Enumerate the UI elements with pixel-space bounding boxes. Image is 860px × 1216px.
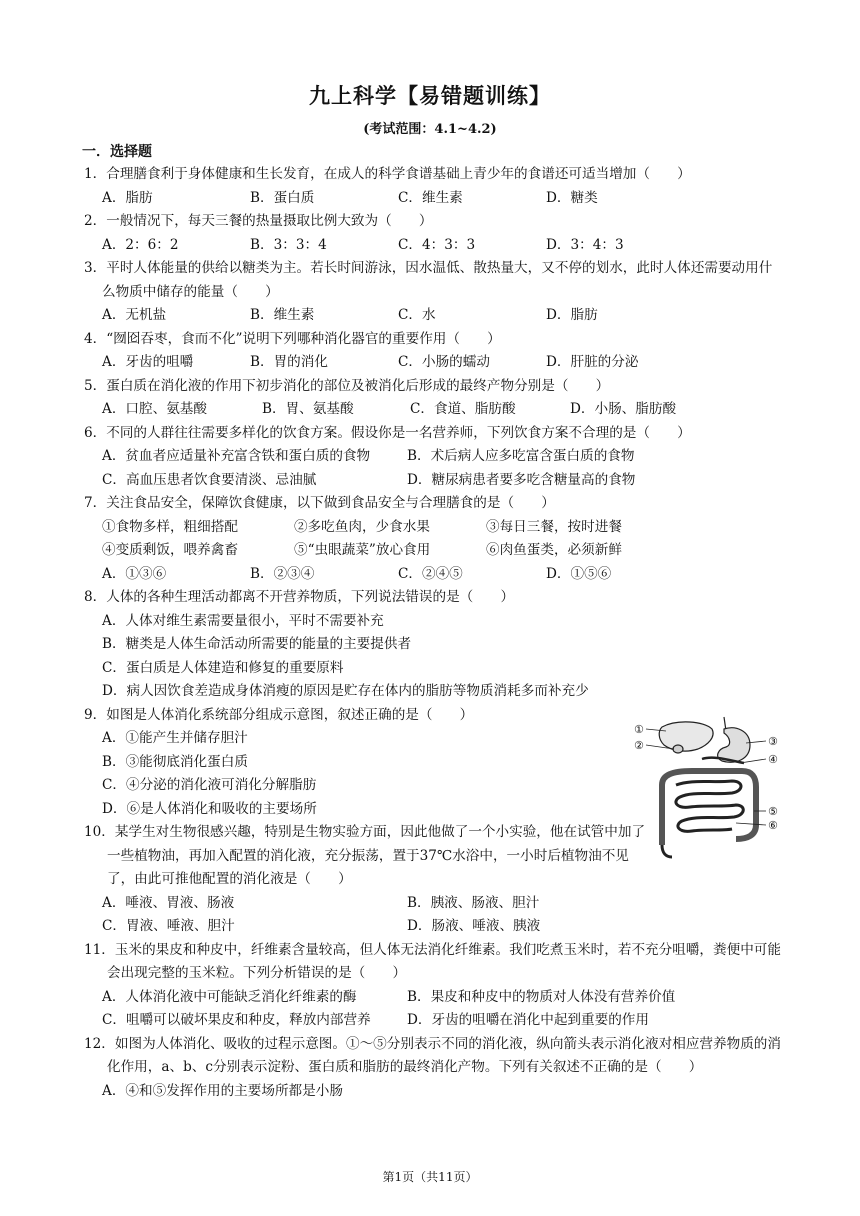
small-intestine-shape (676, 781, 743, 831)
option-b: B．胰液、肠液、胆汁 (407, 894, 540, 911)
option-b: B．胃的消化 (250, 354, 328, 370)
option-b: B．②③④ (250, 565, 315, 582)
option-b: B．果皮和种皮中的物质对人体没有营养价值 (407, 988, 676, 1005)
question-list (84, 163, 784, 1103)
question-stem: 4．“囫囵吞枣，食而不化”说明下列哪种消化器官的重要作用（ ） (84, 330, 501, 347)
question-8 (84, 586, 784, 704)
option-a: A．口腔、氨基酸 (102, 401, 207, 417)
gallbladder-shape (673, 745, 683, 753)
question-options (84, 563, 784, 587)
question-11 (84, 939, 784, 1033)
question-2 (84, 210, 784, 257)
figure-label-2: ② (634, 739, 644, 752)
question-options (84, 187, 784, 211)
figure-label-4: ④ (768, 753, 778, 766)
digestive-system-figure (632, 715, 782, 860)
question-options (84, 915, 784, 939)
option-a: A．④和⑤发挥作用的主要场所都是小肠 (102, 1082, 343, 1099)
question-stem: 3．平时人体能量的供给以糖类为主。若长时间游泳，因水温低、散热量大，又不停的划水，此时人体还需要动用什么物质中储存的能量（ ） (84, 260, 773, 300)
option-c: C．4：3：3 (398, 236, 476, 253)
question-5 (84, 375, 784, 422)
option-d: D．肠液、唾液、胰液 (407, 918, 541, 934)
option-d: D．病人因饮食差造成身体消瘦的原因是贮存在体内的脂肪等物质消耗多而补充少 (102, 683, 589, 699)
option-b: B．术后病人应多吃富含蛋白质的食物 (407, 448, 635, 464)
statement-list (84, 539, 784, 563)
liver-shape (659, 722, 713, 751)
statement-item: ①食物多样，粗细搭配 (102, 518, 238, 535)
option-c: C．水 (398, 307, 436, 323)
question-options (84, 1009, 784, 1033)
option-a: A．①③⑥ (102, 565, 167, 582)
statement-item: ④变质剩饭，喂养禽畜 (102, 542, 238, 558)
option-c: C．②④⑤ (398, 565, 463, 582)
stomach-shape (718, 728, 750, 762)
figure-label-6: ⑥ (768, 819, 778, 832)
option-d: D．⑥是人体消化和吸收的主要场所 (102, 800, 317, 817)
question-stem: 9．如图是人体消化系统部分组成示意图，叙述正确的是（ ） (84, 706, 474, 723)
option-c: C．胃液、唾液、胆汁 (102, 918, 235, 934)
option-d: D．糖类 (546, 189, 598, 206)
question-options (84, 892, 784, 916)
option-c: C．小肠的蠕动 (398, 354, 490, 370)
exam-scope: (考试范围：4.1~4.2) (363, 122, 497, 137)
statement-item: ②多吃鱼肉，少食水果 (294, 518, 430, 535)
page-footer: 第1页（共11页） (382, 1170, 478, 1184)
question-stem: 8．人体的各种生理活动都离不开营养物质，下列说法错误的是（ ） (84, 589, 515, 605)
option-b: B．蛋白质 (250, 189, 315, 206)
option-d: D．①⑤⑥ (546, 565, 612, 582)
option-d: D．脂肪 (546, 307, 598, 323)
option-c: C．高血压患者饮食要清淡、忌油腻 (102, 471, 317, 488)
option-d: D．肝脏的分泌 (546, 354, 639, 370)
option-c: C．维生素 (398, 189, 463, 206)
option-b: B．3：3：4 (250, 236, 327, 253)
option-c: C．食道、脂肪酸 (410, 401, 516, 417)
question-options (84, 398, 784, 422)
question-stem: 12．如图为人体消化、吸收的过程示意图。①～⑤分别表示不同的消化液，纵向箭头表示消化液对相应营养物质的消化作用，a、b、c分别表示淀粉、蛋白质和脂肪的最终消化产物。下列有关叙述不正确的是（ ） (84, 1035, 781, 1075)
question-options (84, 469, 784, 493)
option-d: D．小肠、脂肪酸 (570, 401, 677, 417)
option-b: B．胃、氨基酸 (262, 401, 354, 417)
option-d: D．牙齿的咀嚼在消化中起到重要的作用 (407, 1012, 649, 1028)
question-12 (84, 1033, 784, 1104)
option-b: B．维生素 (250, 307, 315, 323)
figure-label-1: ① (634, 723, 644, 736)
question-stem: 7．关注食品安全，保障饮食健康，以下做到食品安全与合理膳食的是（ ） (84, 495, 555, 511)
option-a: A．无机盐 (102, 307, 167, 323)
option-a: A．人体消化液中可能缺乏消化纤维素的酶 (102, 988, 357, 1005)
statement-item: ③每日三餐，按时进餐 (486, 518, 622, 535)
option-c: C．④分泌的消化液可消化分解脂肪 (102, 777, 317, 793)
option-b: B．糖类是人体生命活动所需要的能量的主要提供者 (102, 636, 412, 652)
question-stem: 1．合理膳食利于身体健康和生长发育，在成人的科学食谱基础上青少年的食谱还可适当增加（ ） (84, 166, 691, 182)
question-options (84, 234, 784, 258)
option-a: A．唾液、胃液、肠液 (102, 894, 235, 911)
statement-item: ⑥肉鱼蛋类，必须新鲜 (486, 542, 622, 558)
option-c: C．咀嚼可以破坏果皮和种皮，释放内部营养 (102, 1012, 371, 1028)
question-options (84, 351, 784, 375)
option-d: D．3：4：3 (546, 236, 624, 253)
question-6 (84, 422, 784, 493)
option-a: A．牙齿的咀嚼 (102, 354, 194, 370)
option-a: A．脂肪 (102, 189, 153, 206)
question-stem: 10．某学生对生物很感兴趣，特别是生物实验方面，因此他做了一个小实验，他在试管中加了一些植物油，再加入配置的消化液，充分振荡，置于37℃水浴中，一小时后植物油不见了，由此可推他配置的消化液是（ ） (84, 824, 646, 887)
option-d: D．糖尿病患者要多吃含糖量高的食物 (407, 471, 636, 488)
question-options (84, 986, 784, 1010)
statement-item: ⑤“虫眼蔬菜”放心食用 (294, 542, 431, 558)
option-c: C．蛋白质是人体建造和修复的重要原料 (102, 659, 344, 676)
section-heading: 一．选择题 (82, 144, 152, 160)
figure-label-5: ⑤ (768, 805, 778, 818)
page-title: 九上科学【易错题训练】 (309, 84, 551, 108)
option-a: A．2：6：2 (102, 236, 179, 253)
option-a: A．人体对维生素需要量很小，平时不需要补充 (102, 612, 384, 629)
question-stem: 6．不同的人群往往需要多样化的饮食方案。假设你是一名营养师，下列饮食方案不合理的是（ ） (84, 424, 691, 441)
rectum-shape (662, 845, 672, 857)
question-options (84, 445, 784, 469)
option-a: A．贫血者应适量补充富含铁和蛋白质的食物 (102, 448, 371, 464)
question-stem: 2．一般情况下，每天三餐的热量摄取比例大致为（ ） (84, 213, 433, 229)
question-3 (84, 257, 784, 328)
statement-list (84, 516, 784, 540)
figure-label-3: ③ (768, 735, 778, 748)
question-options (84, 304, 784, 328)
question-4 (84, 328, 784, 375)
option-b: B．③能彻底消化蛋白质 (102, 753, 248, 770)
question-stem: 5．蛋白质在消化液的作用下初步消化的部位及被消化后形成的最终产物分别是（ ） (84, 377, 610, 394)
question-stem: 11．玉米的果皮和种皮中，纤维素含量较高，但人体无法消化纤维素。我们吃煮玉米时，若不充分咀嚼，粪便中可能会出现完整的玉米粒。下列分析错误的是（ ） (84, 941, 781, 981)
question-7 (84, 492, 784, 586)
question-1 (84, 163, 784, 210)
option-a: A．①能产生并储存胆汁 (102, 730, 248, 746)
